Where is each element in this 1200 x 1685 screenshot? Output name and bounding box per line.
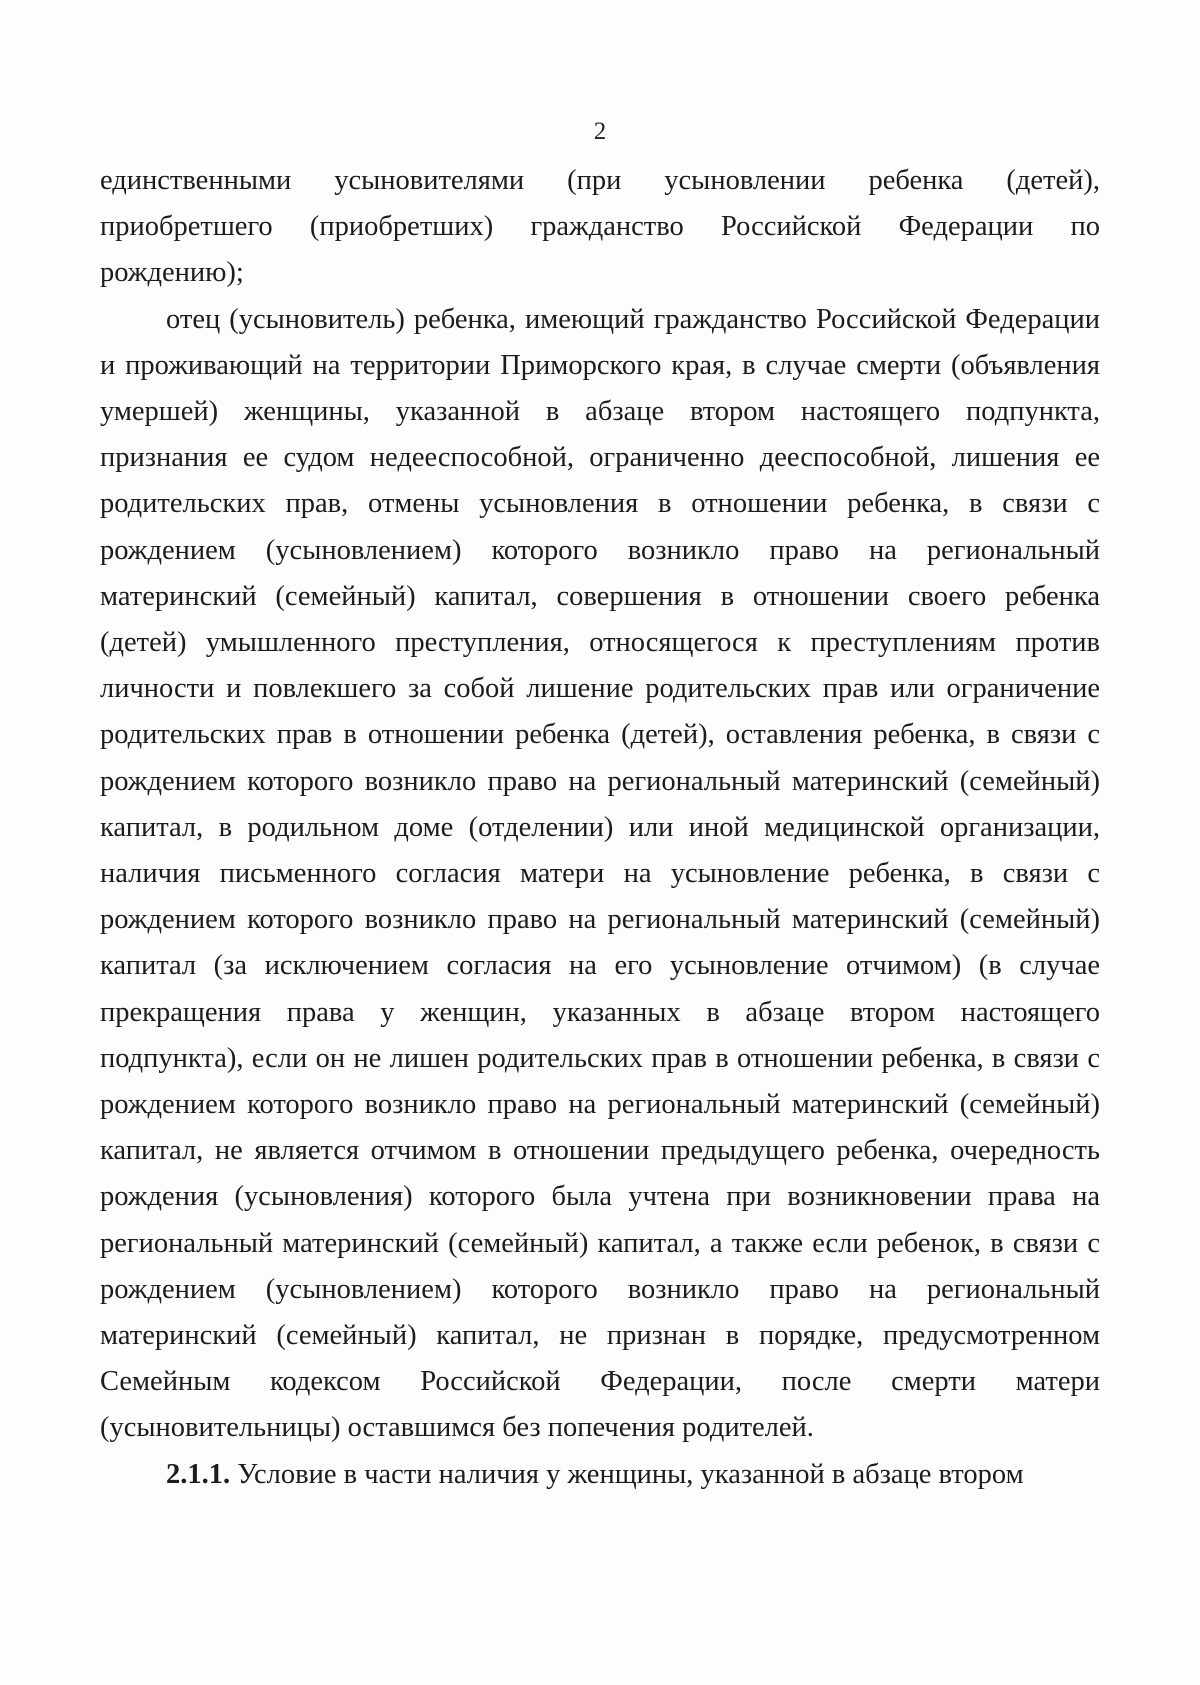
paragraph-clause-2-1-1 <box>100 1452 1100 1498</box>
paragraph-continuation: единственными усыновителями (при усыновлении ребенка (детей), приобретшего (приобретших) гражданство Российской Федерации по рождению); <box>100 165 1100 289</box>
clause-number: 2.1.1. <box>166 1458 231 1490</box>
page-number: 2 <box>593 118 607 145</box>
clause-text: Условие в части наличия у женщины, указанной в абзаце втором <box>230 1458 1024 1490</box>
paragraph-father: отец (усыновитель) ребенка, имеющий гражданство Российской Федерации и проживающий на территории Приморского края, в случае смерти (объявления умершей) женщины, указанной в абзаце втором настоящего подпункта, признания ее судом недееспособной, ограниченно дееспособной, лишения ее родительских прав, отмены усыновления в отношении ребенка, в связи с рождением (усыновлением) которого возникло право на региональный материнский (семейный) капитал, совершения в отношении своего ребенка (детей) умышленного преступления, относящегося к преступлениям против личности и повлекшего за собой лишение родительских прав или ограничение родительских прав в отношении ребенка (детей), оставления ребенка, в связи с рождением которого возникло право на региональный материнский (семейный) капитал, в родильном доме (отделении) или иной медицинской организации, наличия письменного согласия матери на усыновление ребенка, в связи с рождением которого возникло право на региональный материнский (семейный) капитал (за исключением согласия на его усыновление отчимом) (в случае прекращения права у женщин, указанных в абзаце втором настоящего подпункта), если он не лишен родительских прав в отношении ребенка, в связи с рождением которого возникло право на региональный материнский (семейный) капитал, не является отчимом в отношении предыдущего ребенка, очередность рождения (усыновления) которого была учтена при возникновении права на региональный материнский (семейный) капитал, а также если ребенок, в связи с рождением (усыновлением) которого возникло право на региональный материнский (семейный) капитал, не признан в порядке, предусмотренном Семейным кодексом Российской Федерации, после смерти матери (усыновительницы) оставшимся без попечения родителей. <box>100 303 1100 1444</box>
document-body <box>100 158 1100 1498</box>
